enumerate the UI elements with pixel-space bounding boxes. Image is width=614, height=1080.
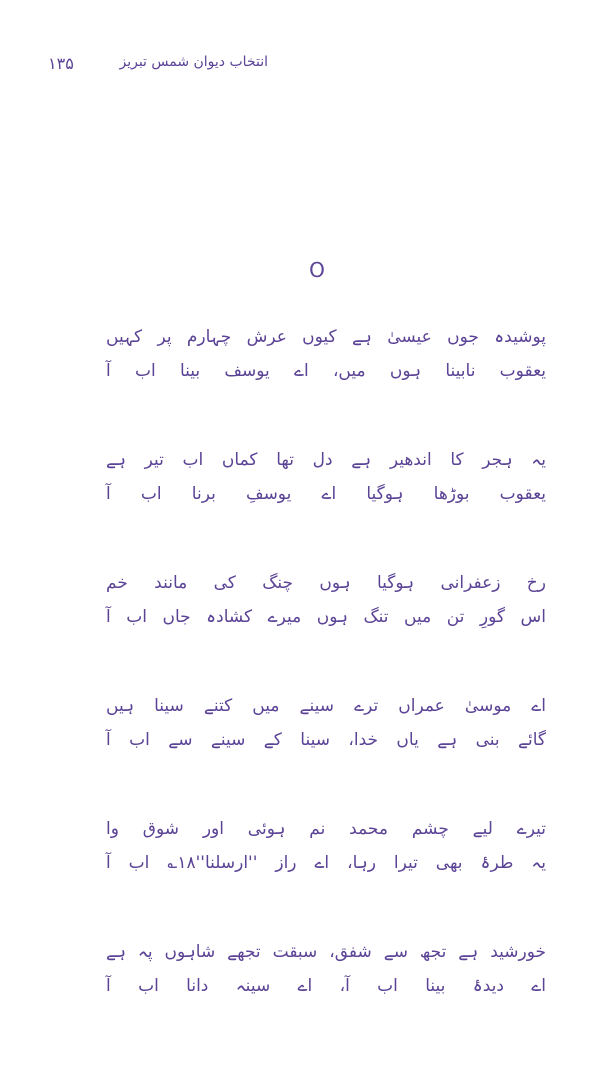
running-title: انتخاب دیوان شمس تبریز [119,54,268,70]
verse-line: گائے بنی ہے یاں خدا، سینا کے سینے سے اب آ [106,730,546,750]
verse-line: یعقوب نابینا ہوں میں، اے یوسف بینا اب آ [106,361,546,381]
verse-line: پوشیدہ جوں عیسیٰ ہے کیوں عرش چہارم پر کہیں [106,327,546,347]
poem [106,320,546,1058]
verse-line: اے دیدۂ بینا اب آ، اے سینہ دانا اب آ [106,976,546,996]
section-ornament: O [309,258,325,282]
verse-line: یعقوب بوڑھا ہوگیا اے یوسفِ برنا اب آ [106,484,546,504]
verse-line: یہ طرۂ بھی تیرا رہا، اے راز ''ارسلنا''۱۸؎ اب آ [106,853,547,873]
stanza [106,689,546,812]
stanza [106,320,546,443]
stanza [106,935,546,1058]
stanza [106,443,546,566]
verse-line: اے موسیٰ عمراں ترے سینے میں کتنے سینا ہیں [106,696,546,716]
verse-line: خورشید ہے تجھ سے شفق، سبقت تجھے شاہوں پہ ہے [106,942,546,962]
verse-line: یہ ہجر کا اندھیر ہے دل تھا کماں اب تیر ہے [106,450,546,470]
verse-line: تیرے لیے چشم محمد نم ہوئی اور شوق وا [106,819,546,839]
verse-line: اس گورِ تن میں تنگ ہوں میرے کشادہ جاں اب آ [106,607,546,627]
verse-line: رخ زعفرانی ہوگیا ہوں چنگ کی مانند خم [106,573,546,593]
page-header [48,54,268,80]
page-number: ۱۳۵ [48,54,74,73]
stanza [106,566,546,689]
stanza [106,812,546,935]
